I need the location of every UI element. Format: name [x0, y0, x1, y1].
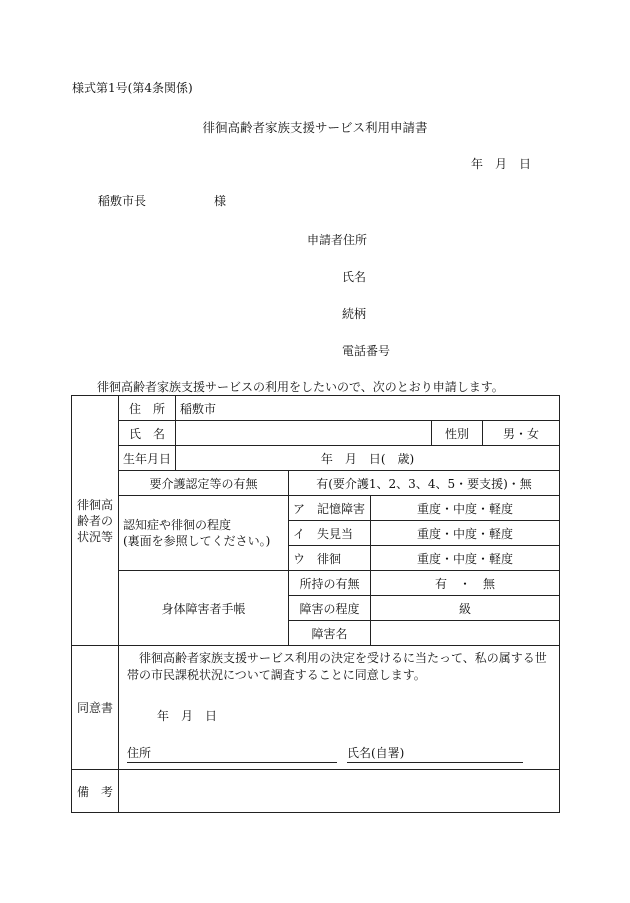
dementia-wandering-field[interactable]: 重度・中度・軽度	[371, 546, 560, 571]
intro-text: 徘徊高齢者家族支援サービスの利用をしたいので、次のとおり申請します。	[97, 380, 504, 394]
care-label: 要介護認定等の有無	[119, 471, 289, 496]
dementia-item-disorientation: イ 失見当	[289, 521, 371, 546]
handbook-label: 身体障害者手帳	[119, 571, 289, 646]
handbook-disability-name-field[interactable]	[371, 621, 560, 646]
dementia-item-memory: ア 記憶障害	[289, 496, 371, 521]
gender-field[interactable]: 男・女	[483, 421, 560, 446]
consent-label: 同意書	[72, 646, 119, 770]
section-label-text: 徘徊高齢者の状況等	[76, 497, 113, 544]
consent-address-field[interactable]	[127, 745, 337, 763]
applicant-name-label: 氏名	[342, 270, 367, 284]
handbook-grade-label: 障害の程度	[289, 596, 371, 621]
page-title: 徘徊高齢者家族支援サービス利用申請書	[202, 120, 428, 135]
application-table	[71, 395, 560, 813]
consent-name-field[interactable]	[347, 745, 523, 763]
consent-signature-row	[127, 745, 553, 763]
consent-address-label: 住所	[127, 746, 152, 760]
section-label	[72, 396, 119, 646]
handbook-possession-label: 所持の有無	[289, 571, 371, 596]
birthdate-label: 生年月日	[119, 446, 176, 471]
applicant-phone-label: 電話番号	[342, 344, 391, 358]
address-field[interactable]: 稲敷市	[176, 396, 560, 421]
application-date: 年 月 日	[471, 157, 532, 171]
remarks-label: 備 考	[72, 770, 119, 813]
handbook-grade-field[interactable]: 級	[371, 596, 560, 621]
consent-date[interactable]: 年 月 日	[157, 709, 218, 723]
dementia-label	[119, 496, 289, 571]
name-label: 氏 名	[119, 421, 176, 446]
applicant-relationship-label: 続柄	[342, 307, 367, 321]
gender-label: 性別	[432, 421, 483, 446]
dementia-note: (裏面を参照してください。)	[123, 534, 271, 548]
addressee-name: 稲敷市長	[98, 194, 147, 208]
dementia-label-text: 認知症や徘徊の程度	[123, 518, 232, 532]
addressee-honorific: 様	[214, 194, 227, 208]
consent-name-label: 氏名(自署)	[347, 746, 405, 760]
dementia-disorientation-field[interactable]: 重度・中度・軽度	[371, 521, 560, 546]
applicant-address-label: 申請者住所	[307, 233, 368, 247]
dementia-item-wandering: ウ 徘徊	[289, 546, 371, 571]
consent-text: 徘徊高齢者家族支援サービス利用の決定を受けるに当たって、私の属する世帯の市民課税状況について調査することに同意します。	[127, 651, 547, 682]
name-field[interactable]	[176, 421, 432, 446]
birthdate-field[interactable]: 年 月 日( 歳)	[176, 446, 560, 471]
form-number: 様式第1号(第4条関係)	[72, 81, 193, 95]
address-label: 住 所	[119, 396, 176, 421]
handbook-disability-name-label: 障害名	[289, 621, 371, 646]
remarks-field[interactable]	[119, 770, 560, 813]
care-field[interactable]: 有(要介護1、2、3、4、5・要支援)・無	[289, 471, 560, 496]
dementia-memory-field[interactable]: 重度・中度・軽度	[371, 496, 560, 521]
handbook-possession-field[interactable]: 有 ・ 無	[371, 571, 560, 596]
consent-body	[119, 646, 560, 770]
